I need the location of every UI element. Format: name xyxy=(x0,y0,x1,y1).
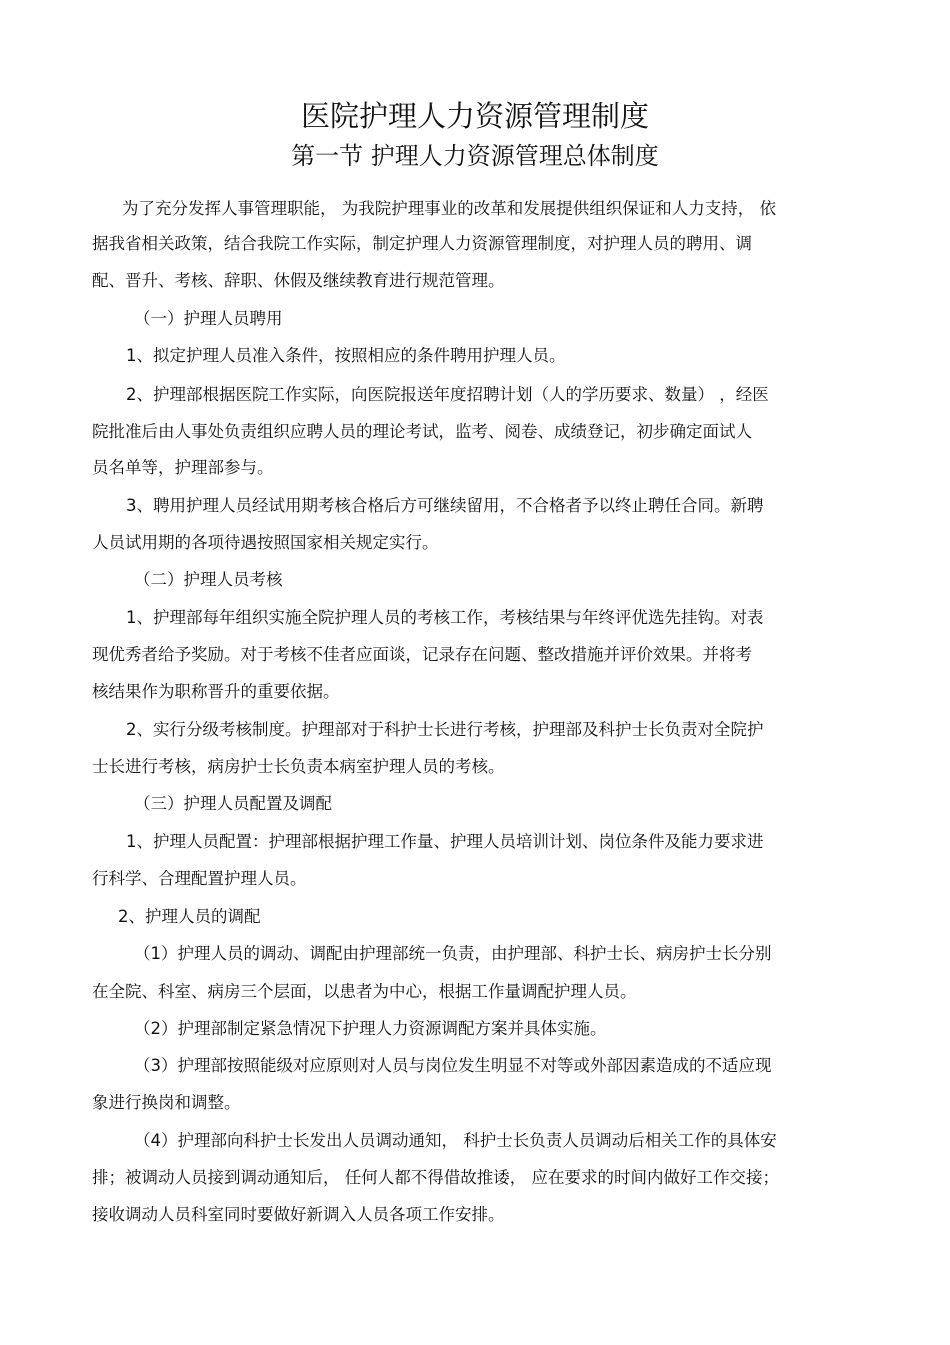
section-title: 第一节 护理人力资源管理总体制度 xyxy=(291,142,659,170)
assessment-item-2-line-1: 2、实行分级考核制度。护理部对于科护士长进行考核，护理部及科护士长负责对全院护 xyxy=(126,720,764,739)
paragraph-intro-line-1: 为了充分发挥人事管理职能， 为我院护理事业的改革和发展提供组织保证和人力支持， 依 xyxy=(122,199,776,218)
allocation-subitem-1-line-1: （1）护理人员的调动、调配由护理部统一负责，由护理部、科护士长、病房护士长分别 xyxy=(134,944,772,963)
heading-allocation: （三）护理人员配置及调配 xyxy=(134,794,332,813)
allocation-subitem-4-line-2: 排；被调动人员接到调动通知后， 任何人都不得借故推诿， 应在要求的时间内做好工作交接； xyxy=(92,1168,779,1187)
assessment-item-1-line-2: 现优秀者给予奖励。对于考核不佳者应面谈，记录存在问题、整改措施并评价效果。并将考 xyxy=(92,645,752,664)
recruitment-item-1: 1、拟定护理人员准入条件，按照相应的条件聘用护理人员。 xyxy=(126,346,566,365)
heading-recruitment: （一）护理人员聘用 xyxy=(134,309,283,328)
heading-assessment: （二）护理人员考核 xyxy=(134,570,283,589)
allocation-item-2-heading: 2、护理人员的调配 xyxy=(118,907,261,926)
paragraph-intro-line-3: 配、晋升、考核、辞职、休假及继续教育进行规范管理。 xyxy=(92,271,505,290)
recruitment-item-3-line-1: 3、聘用护理人员经试用期考核合格后方可继续留用，不合格者予以终止聘任合同。新聘 xyxy=(126,496,764,515)
assessment-item-1-line-3: 核结果作为职称晋升的重要依据。 xyxy=(92,682,340,701)
allocation-subitem-3-line-1: （3）护理部按照能级对应原则对人员与岗位发生明显不对等或外部因素造成的不适应现 xyxy=(134,1056,772,1075)
recruitment-item-3-line-2: 人员试用期的各项待遇按照国家相关规定实行。 xyxy=(92,533,439,552)
recruitment-item-2-line-3: 员名单等，护理部参与。 xyxy=(92,458,274,477)
assessment-item-1-line-1: 1、护理部每年组织实施全院护理人员的考核工作，考核结果与年终评优选先挂钩。对表 xyxy=(126,608,764,627)
allocation-subitem-1-line-2: 在全院、科室、病房三个层面，以患者为中心，根据工作量调配护理人员。 xyxy=(92,982,637,1001)
allocation-item-1-line-1: 1、护理人员配置：护理部根据护理工作量、护理人员培训计划、岗位条件及能力要求进 xyxy=(126,832,764,851)
allocation-subitem-2: （2）护理部制定紧急情况下护理人力资源调配方案并具体实施。 xyxy=(134,1019,607,1038)
assessment-item-2-line-2: 士长进行考核，病房护士长负责本病室护理人员的考核。 xyxy=(92,757,505,776)
recruitment-item-2-line-1: 2、护理部根据医院工作实际，向医院报送年度招聘计划（人的学历要求、数量） ，经医 xyxy=(126,385,769,404)
paragraph-intro-line-2: 据我省相关政策，结合我院工作实际，制定护理人力资源管理制度，对护理人员的聘用、调 xyxy=(92,234,752,253)
allocation-item-1-line-2: 行科学、合理配置护理人员。 xyxy=(92,869,307,888)
recruitment-item-2-line-2: 院批准后由人事处负责组织应聘人员的理论考试，监考、阅卷、成绩登记，初步确定面试人 xyxy=(92,422,752,441)
allocation-subitem-4-line-3: 接收调动人员科室同时要做好新调入人员各项工作安排。 xyxy=(92,1205,505,1224)
allocation-subitem-4-line-1: （4）护理部向科护士长发出人员调动通知， 科护士长负责人员调动后相关工作的具体安 xyxy=(134,1131,777,1150)
allocation-subitem-3-line-2: 象进行换岗和调整。 xyxy=(92,1093,241,1112)
document-title: 医院护理人力资源管理制度 xyxy=(300,99,649,133)
